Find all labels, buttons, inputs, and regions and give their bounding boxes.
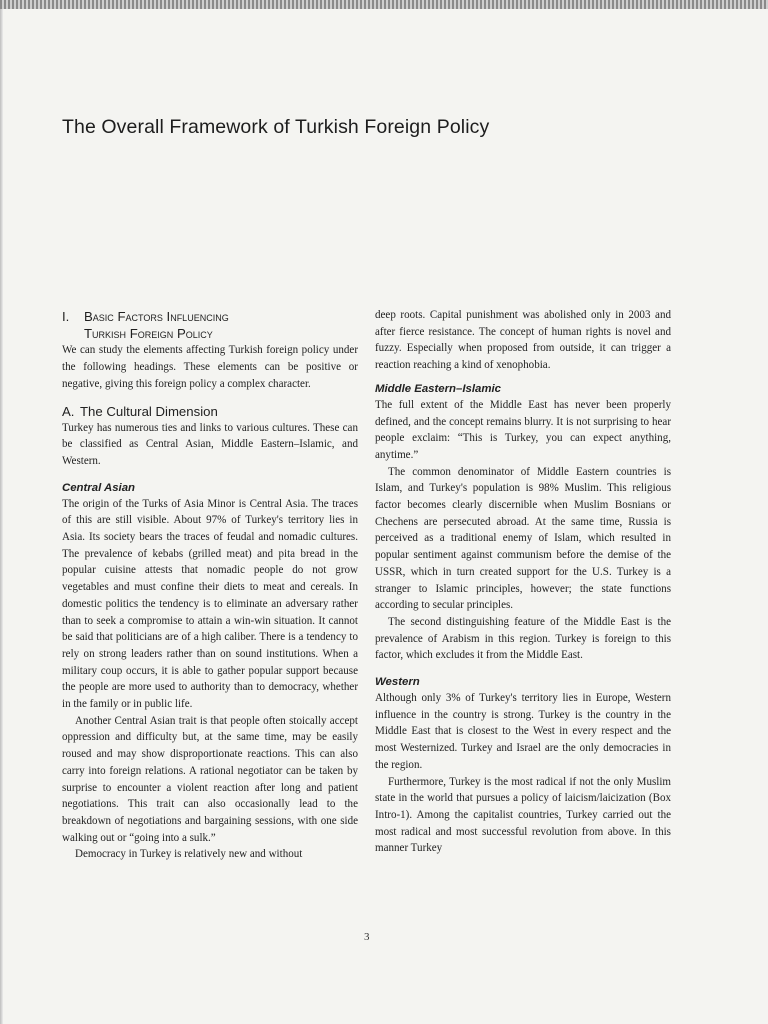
subsection-letter: A.: [62, 403, 75, 419]
cultural-intro: Turkey has numerous ties and links to various cultures. These can be classified as Central Asian, Middle Eastern–Islamic, and Western.: [62, 421, 358, 467]
central-asian-paragraph-1: The origin of the Turks of Asia Minor is Central Asia. The traces of this are still visible. About 97% of Turkey's territory lies in Asia. Its society bears the traces of feudal and nomadic cultures. The prevalence of kebabs (grilled meat) and pita bread in the popular cuisine attests that nomadic people do not grow vegetables and must confine their diets to meat and cereals. In domestic politics the tendency is to eliminate an adversary rather than to seek a compromise to attain a win-win situation. It cannot be said that politicians are of a high caliber. There is a tendency to rely on strong leaders rather than on sound institutions. When a military coup occurs, it is able to gather popular support because the people are more used to authority than to democracy, whether in the family or in public life.: [62, 497, 358, 711]
page-shadow: [0, 9, 3, 1024]
left-column: [62, 309, 358, 863]
section-heading-line1: Basic Factors Influencing: [84, 309, 229, 324]
page-number: 3: [364, 931, 370, 943]
western-paragraph-2: Furthermore, Turkey is the most radical if not the only Muslim state in the world that pursues a policy of laicism/laicization (Box Intro-1). Among the capitalist countries, Turkey carried out the most radical and most successful revolution from above. In this manner Turkey: [375, 775, 671, 855]
right-column: [375, 307, 671, 857]
section-heading: [62, 309, 358, 342]
central-asian-paragraph-3: Democracy in Turkey is relatively new and without: [75, 848, 303, 861]
page-title: The Overall Framework of Turkish Foreign Policy: [62, 116, 490, 138]
section-number: I.: [62, 309, 70, 324]
middle-eastern-paragraph-3: The second distinguishing feature of the Middle East is the prevalence of Arabism in this region. Turkey is foreign to this factor, which excludes it from the Middle East.: [375, 615, 671, 662]
central-asian-heading: Central Asian: [62, 481, 136, 494]
western-heading: Western: [375, 676, 420, 689]
middle-eastern-heading: Middle Eastern–Islamic: [375, 382, 501, 395]
western-paragraph-1: Although only 3% of Turkey's territory lies in Europe, Western influence in the country is strong. Turkey is the country in the Middle East that is closest to the West in every respect and the most Westernized. Turkey and Israel are the only democracies in the region.: [375, 692, 671, 771]
middle-eastern-paragraph-2: The common denominator of Middle Eastern countries is Islam, and Turkey's population is 98% Muslim. This religious factor becomes clearly discernible when Muslim Bosnians or Chechens are persecuted abroad. At the same time, Russia is perceived as a traditional enemy of Islam, which resulted in popular sentiment against communism before the demise of the USSR, which in turn created support for the U.S. Turkey is a stranger to Islamic principles, however; the state functions according to secular principles.: [375, 465, 671, 612]
middle-eastern-paragraph-1: The full extent of the Middle East has never been properly defined, and the concept remains blurry. It is not surprising to hear people exclaim: “This is Turkey, you can expect anything, anytime.”: [375, 398, 671, 461]
subsection-heading: [62, 403, 358, 420]
central-asian-paragraph-2: Another Central Asian trait is that people often stoically accept oppression and difficulty but, at the same time, may be easily roused and may show disproportionate reactions. This can also carry into foreign relations. A rational negotiator can be taken by surprise to encounter a violent reaction after long and patient negotiations. This trait can also occasionally lead to the breakdown of negotiations and bargaining sessions, with one side walking out or “going into a sulk.”: [62, 714, 358, 844]
section-heading-line2: Turkish Foreign Policy: [84, 325, 213, 341]
section-intro: We can study the elements affecting Turkish foreign policy under the following headings. These elements can be positive or negative, giving this foreign policy a complex character.: [62, 344, 358, 390]
subsection-title: The Cultural Dimension: [80, 403, 218, 419]
continuation-paragraph: deep roots. Capital punishment was abolished only in 2003 and after fierce resistance. The concept of human rights is novel and fuzzy. Especially when proposed from outside, it can trigger a reaction reaching a kind of xenophobia.: [375, 309, 671, 372]
scan-edge: [0, 0, 768, 9]
